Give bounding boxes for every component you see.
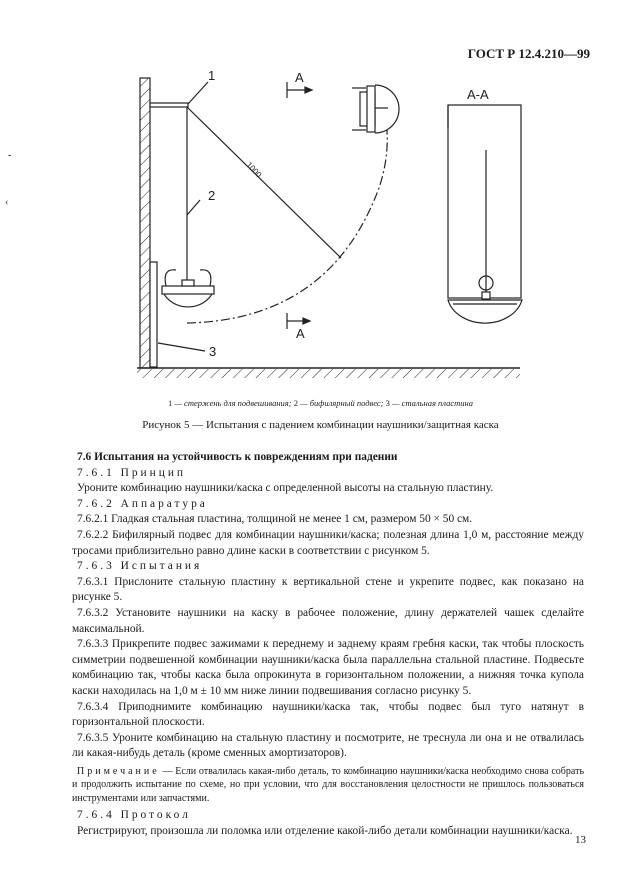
- para-7-6-2-2: 7.6.2.2 Бифилярный подвес для комбинации наушники/каска; полезная длина 1,0 м, расстояние между тросами приблизительно равно длине каски в соответствии с рисунком 5.: [72, 528, 584, 557]
- label-2: 2: [208, 188, 216, 203]
- section-view-a-a: [448, 105, 522, 323]
- suspension-rod: [150, 103, 188, 107]
- figure-legend: 1 — стержень для подвешивания; 2 — бифилярный подвес; 3 — стальная пластина: [168, 398, 473, 408]
- margin-mark-2: ‹: [5, 197, 9, 208]
- para-7-6-3-3: 7.6.3.3 Прикрепите подвес зажимами к переднему и заднему краям гребня каски, так чтобы плоскость симметрии подвешенной комбинации наушники/каска была параллельна стальной пластине. Подвесьте комбинацию так, чтобы каска была опрокинута в горизонтальном положении, а нижняя точка купола каски находилась на 1,0 м ± 10 мм ниже линии подвешивания согласно рисунку 5.: [72, 638, 584, 697]
- section-mark-a-top: A: [295, 70, 304, 85]
- section-mark-a-bottom: A: [296, 326, 305, 341]
- label-3: 3: [209, 344, 217, 359]
- helmet-horizontal: [352, 85, 399, 133]
- note-label: Примечание: [77, 765, 160, 777]
- document-header: ГОСТ Р 12.4.210—99: [467, 46, 590, 61]
- dimension-1000: 1000: [244, 160, 264, 180]
- section-title: A-A: [467, 87, 489, 102]
- note-text: — Если отвалилась какая-либо деталь, то комбинацию наушники/каска необходимо снова собрать и продолжить испытание по схеме, но при условии, что для восстановления целостности не пришлось пользоваться инструментами или запчастями.: [72, 765, 584, 804]
- subsection-7-6-3: 7.6.3 Испытания: [77, 560, 203, 573]
- para-7-6-1: Уроните комбинацию наушники/каска с определенной высоты на стальную пластину.: [77, 482, 494, 495]
- wall: [140, 78, 150, 368]
- subsection-7-6-2: 7.6.2 Аппаратура: [77, 497, 208, 510]
- note: [72, 765, 584, 806]
- steel-plate: [150, 262, 157, 367]
- bifilar-suspension-diagonal: [187, 107, 341, 258]
- figure-5-diagram: [0, 0, 641, 396]
- section-heading: 7.6 Испытания на устойчивость к повреждениям при падении: [77, 451, 398, 463]
- para-7-6-3-4: 7.6.3.4 Приподнимите комбинацию наушники/каска так, чтобы подвес был туго натянут в горизонтальной плоскости.: [72, 700, 584, 729]
- para-7-6-2-1: 7.6.2.1 Гладкая стальная пластина, толщиной не менее 1 см, размером 50 × 50 см.: [77, 513, 473, 526]
- margin-mark-1: -: [8, 150, 12, 161]
- label-1: 1: [208, 68, 216, 83]
- para-7-6-3-5: 7.6.3.5 Уроните комбинацию на стальную пластину и посмотрите, не треснула ли она и не отвалилась ли какая-нибудь деталь (кроме сменных амортизаторов).: [72, 731, 584, 760]
- section-body: [72, 450, 584, 840]
- para-7-6-3-1: 7.6.3.1 Прислоните стальную пластину к вертикальной стене и укрепите подвес, как показано на рисунке 5.: [72, 575, 584, 604]
- subsection-7-6-4: 7.6.4 Протокол: [77, 809, 191, 822]
- page-number: 13: [575, 834, 586, 846]
- subsection-7-6-1: 7.6.1 Принцип: [77, 466, 187, 479]
- para-7-6-3-2: 7.6.3.2 Установите наушники на каску в рабочее положение, длину держателей чашек сделайте максимальной.: [72, 606, 584, 635]
- figure-caption: Рисунок 5 — Испытания с падением комбинации наушники/защитная каска: [142, 419, 499, 431]
- helmet-bottom: [162, 270, 214, 307]
- para-7-6-4: Регистрируют, произошла ли поломка или отделение какой-либо детали комбинации наушники/каска.: [77, 824, 573, 837]
